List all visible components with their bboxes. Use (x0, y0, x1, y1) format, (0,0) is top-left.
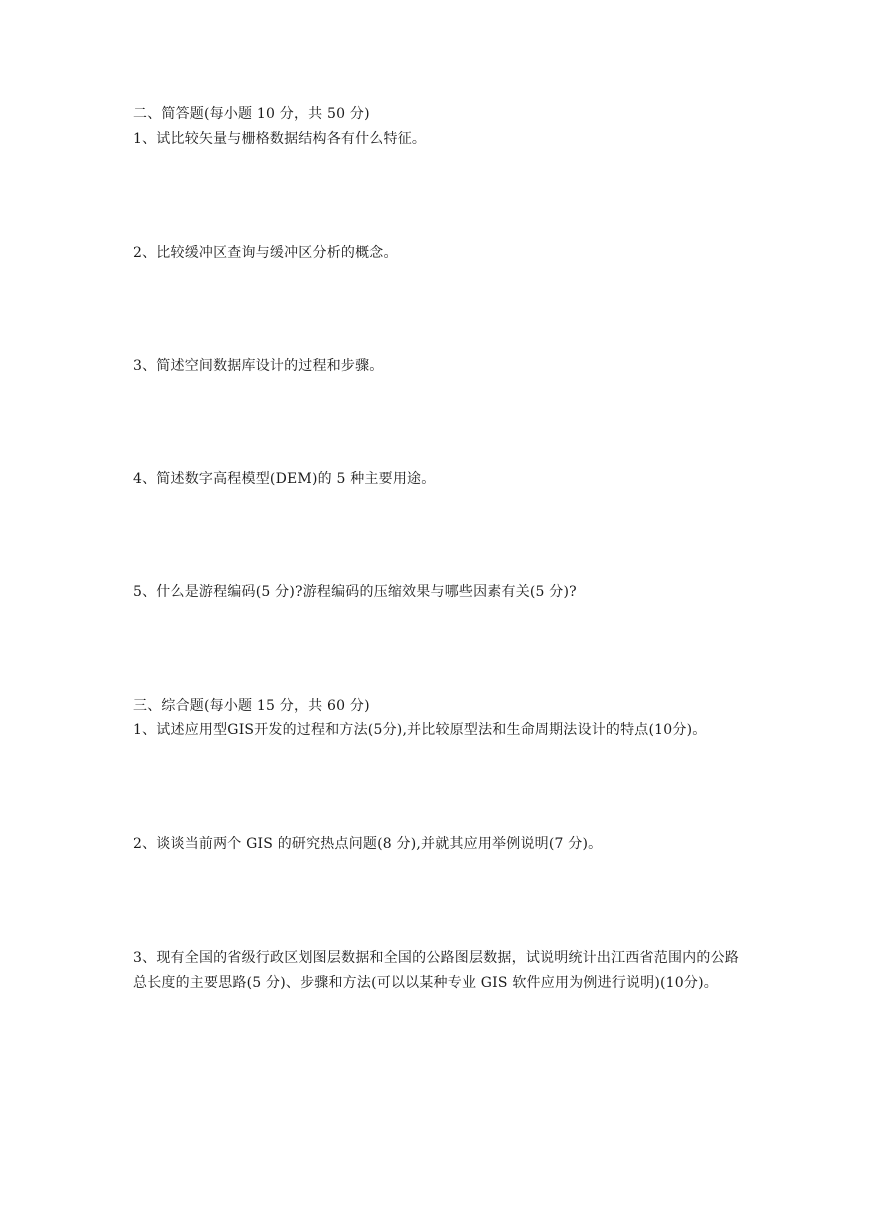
section-3-question-3: 3、现有全国的省级行政区划图层数据和全国的公路图层数据，试说明统计出江西省范围内的公路总长度的主要思路(5 分)、步骤和方法(可以以某种专业 GIS 软件应用为例进行说明)(10分)。 (133, 950, 739, 991)
section-3-question-2: 2、谈谈当前两个 GIS 的研究热点问题(8 分),并就其应用举例说明(7 分)。 (133, 836, 603, 852)
section-2-question-4: 4、简述数字高程模型(DEM)的 5 种主要用途。 (133, 471, 436, 487)
section-2-question-2: 2、比较缓冲区查询与缓冲区分析的概念。 (133, 245, 398, 261)
section-2-question-3: 3、简述空间数据库设计的过程和步骤。 (133, 358, 384, 374)
section-2-question-5: 5、什么是游程编码(5 分)?游程编码的压缩效果与哪些因素有关(5 分)? (133, 584, 577, 600)
section-2-heading: 二、简答题(每小题 10 分，共 50 分) (133, 106, 370, 122)
section-3-heading: 三、综合题(每小题 15 分，共 60 分) (133, 698, 370, 714)
section-2-question-1: 1、试比较矢量与栅格数据结构各有什么特征。 (133, 131, 427, 147)
section-3-question-1: 1、试述应用型GIS开发的过程和方法(5分),并比较原型法和生命周期法设计的特点(10分)。 (133, 722, 707, 738)
